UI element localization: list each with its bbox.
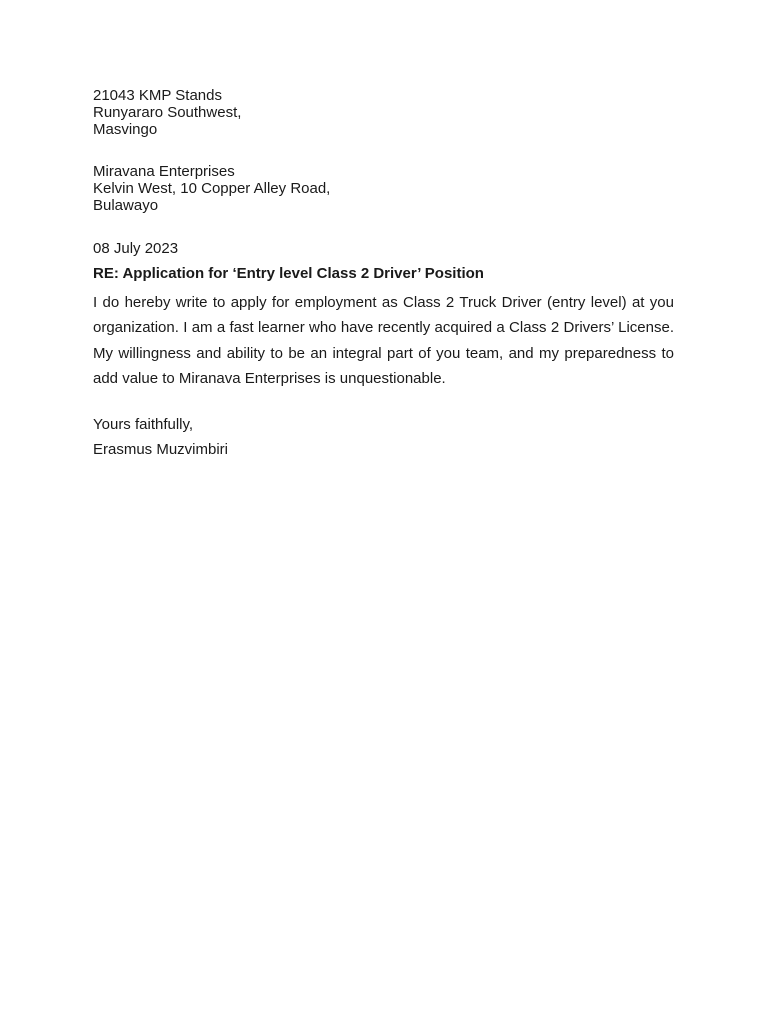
sender-address-line: 21043 KMP Stands — [93, 87, 222, 104]
letter-date: 08 July 2023 — [93, 240, 179, 257]
sender-address — [93, 87, 674, 138]
sender-address-line: Masvingo — [93, 121, 158, 138]
subject-line: RE: Application for ‘Entry level Class 2 Driver’ Position — [93, 265, 484, 282]
closing: Yours faithfully, — [93, 416, 194, 434]
sender-address-line: Runyararo Southwest, — [93, 104, 242, 121]
recipient-address-line: Bulawayo — [93, 197, 159, 214]
recipient-address-line: Kelvin West, 10 Copper Alley Road, — [93, 180, 331, 197]
body-paragraph: I do hereby write to apply for employment as Class 2 Truck Driver (entry level) at you organization. I am a fast learner who have recently acquired a Class 2 Drivers’ License. My willingness and ability to be an integral part of you team, and my preparedness to add value to Miranava Enterprises is unquestionable. — [93, 294, 674, 387]
signature-name: Erasmus Muzvimbiri — [93, 441, 229, 459]
letter — [93, 87, 674, 458]
recipient-address-line: Miravana Enterprises — [93, 163, 235, 180]
recipient-address — [93, 163, 674, 214]
